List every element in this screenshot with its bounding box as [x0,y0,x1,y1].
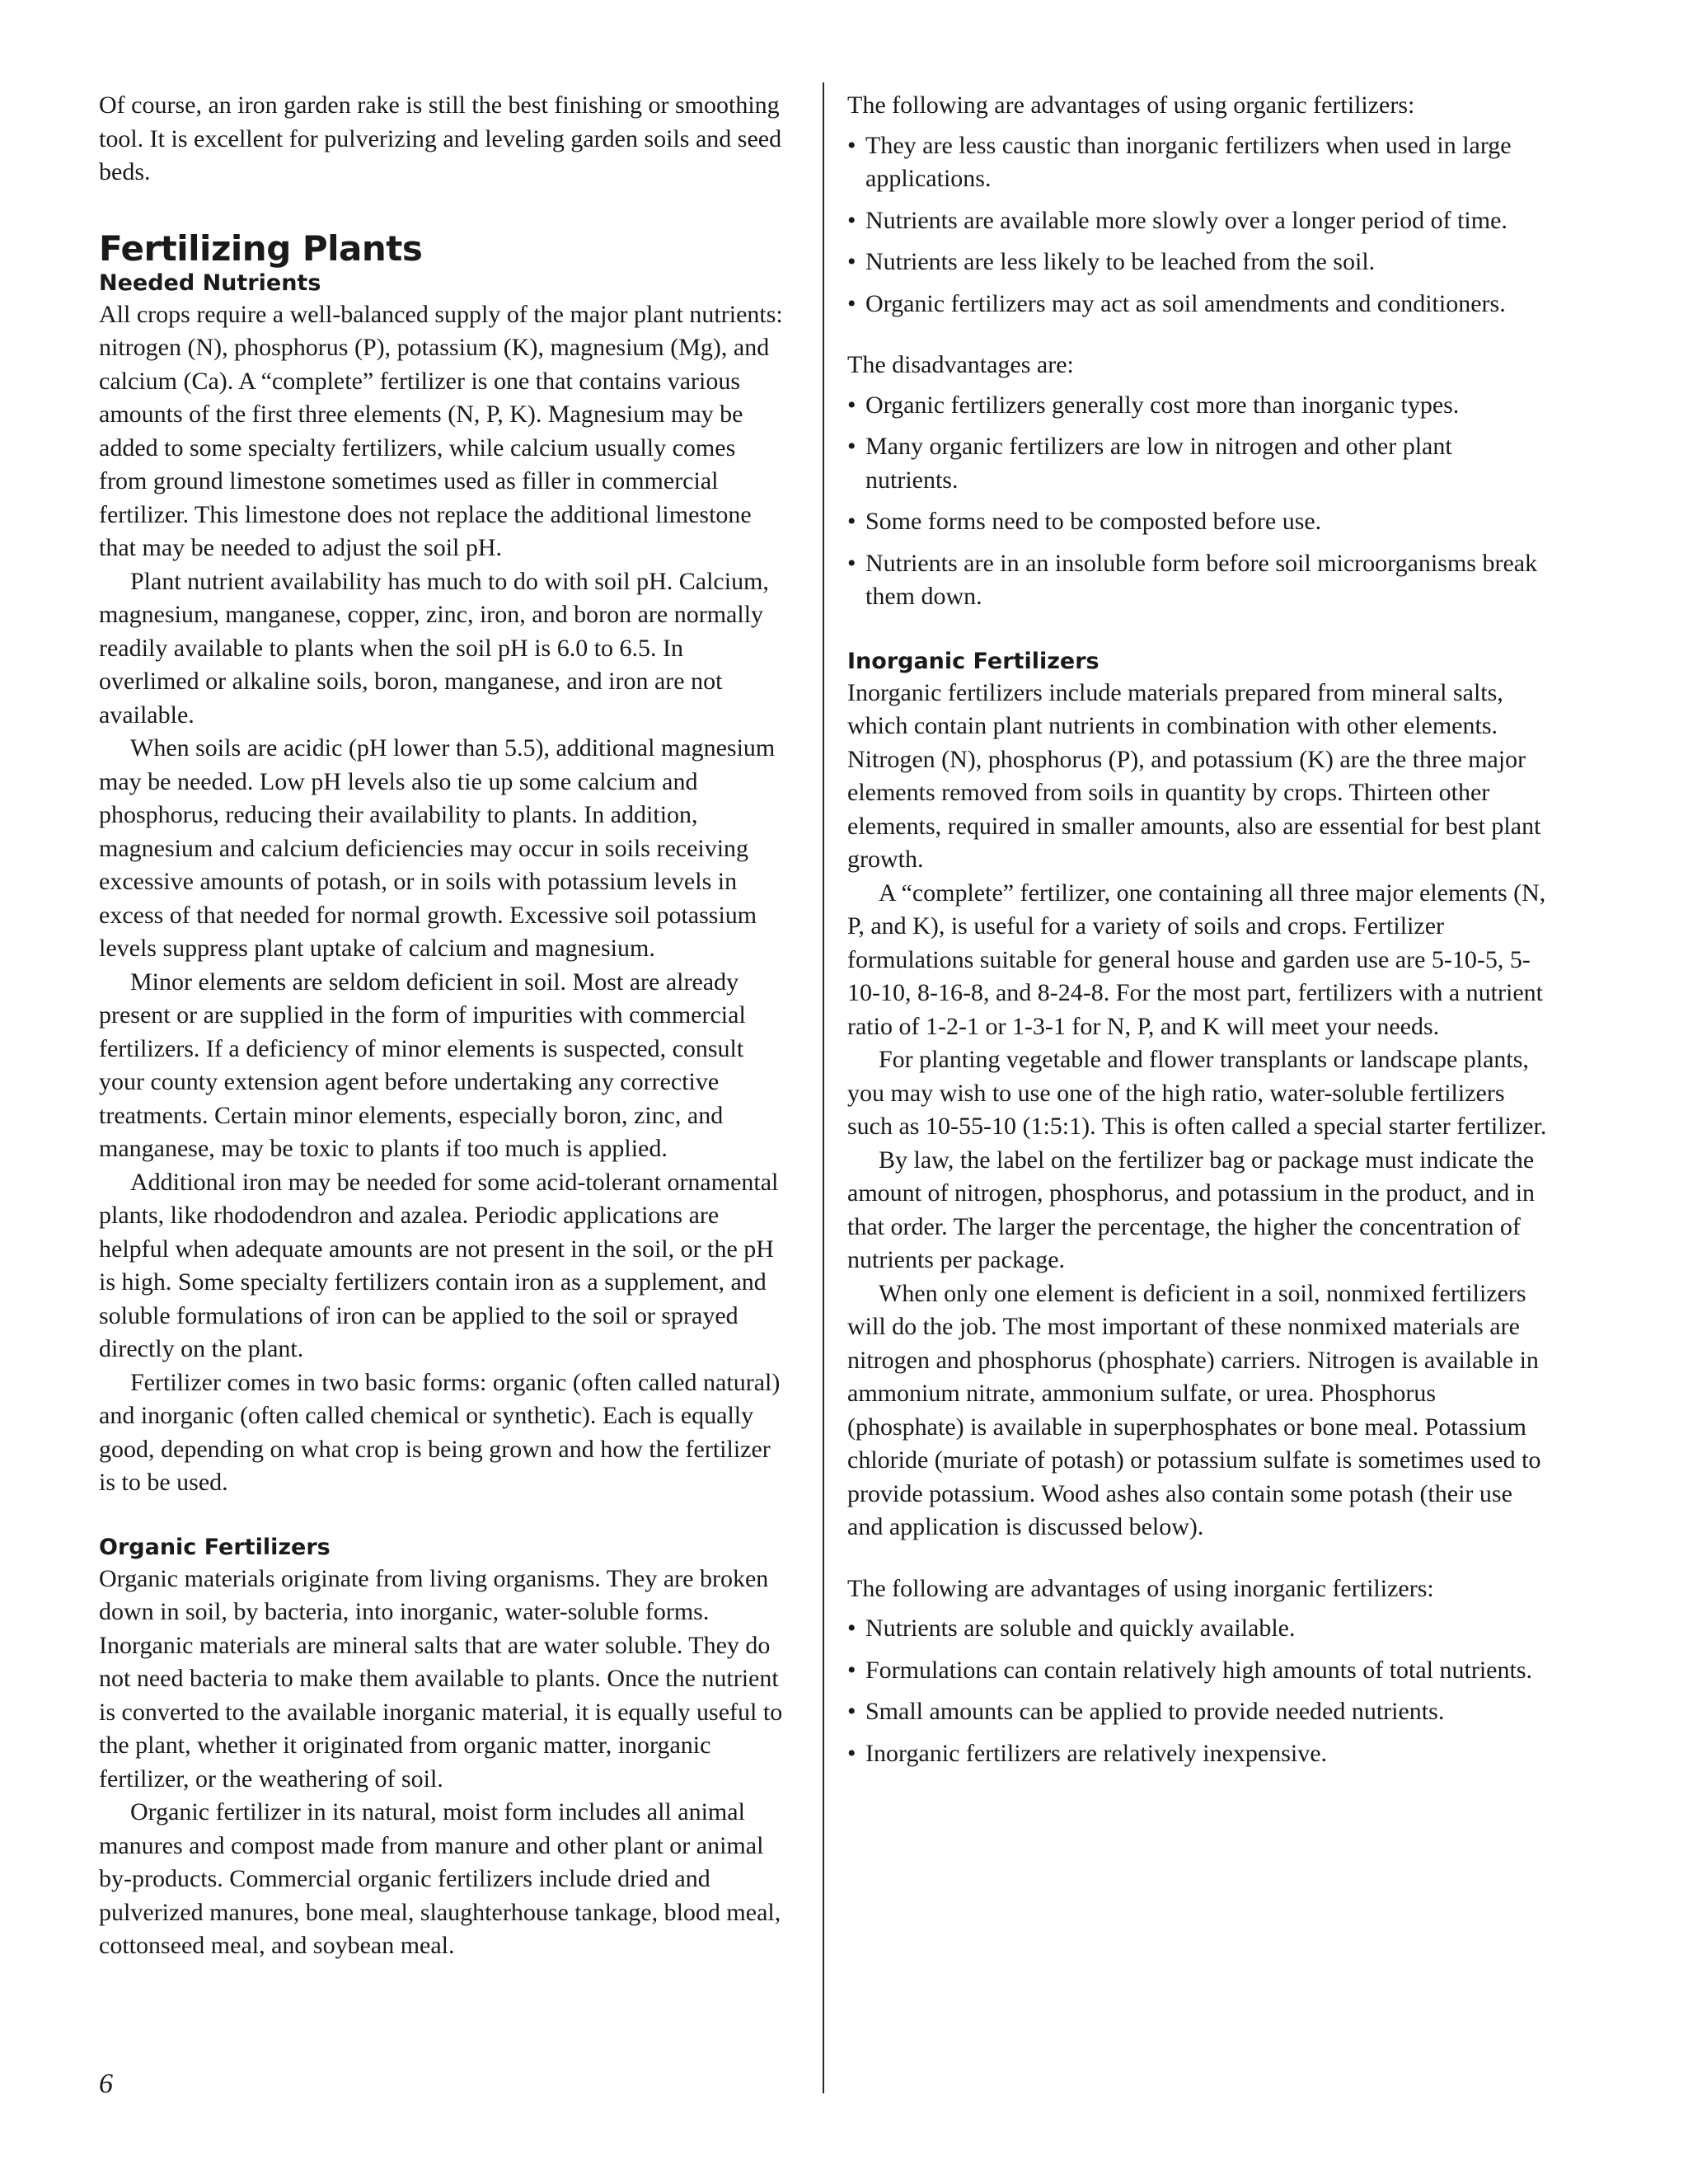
list-item-text: Nutrients are soluble and quickly available. [865,1615,1296,1642]
list-item-text: Nutrients are available more slowly over a longer period of time. [865,206,1507,234]
inorganic-advantages-list [847,1612,1548,1770]
section-title: Fertilizing Plants [99,227,423,269]
body-paragraph: When soils are acidic (pH lower than 5.5), additional magnesium may be needed. Low pH levels also tie up some calcium and phosphorus, reducing their availability to plants. In addition, magnesium and calcium deficiencies may occur in soils receiving excessive amounts of potash, or in soils with potassium levels in excess of that needed for normal growth. Excessive soil potassium levels suppress plant uptake of calcium and magnesium. [99,734,776,962]
bullet-glyph: • [847,289,856,317]
bullet-glyph: • [847,131,856,159]
bullet-glyph: • [847,1698,856,1725]
list-item-text: Nutrients are less likely to be leached from the soil. [865,248,1376,275]
organic-disadvantages-lead: The disadvantages are: [847,351,1074,378]
list-item-text: Organic fertilizers generally cost more than inorganic types. [865,391,1460,419]
right-column [847,89,1548,1779]
body-paragraph: For planting vegetable and flower transplants or landscape plants, you may wish to use one of the high ratio, water-soluble fertilizers such as 10-55-10 (1:5:1). This is often called a special starter fertilizer. [847,1046,1547,1140]
list-item [847,288,1548,321]
organic-advantages-lead: The following are advantages of using organic fertilizers: [847,91,1415,119]
body-paragraph: Organic materials originate from living organisms. They are broken down in soil, by bacteria, into inorganic, water-soluble forms. Inorganic materials are mineral salts that are water soluble. They do not need bacteria to make them available to plants. Once the nutrient is converted to the available inorganic material, it is equally useful to the plant, whether it originated from organic matter, inorganic fertilizer, or the weathering of soil. [99,1564,783,1793]
list-item [847,1654,1548,1688]
list-item-text: Formulations can contain relatively high amounts of total nutrients. [865,1656,1533,1684]
body-paragraph: Organic fertilizer in its natural, moist form includes all animal manures and compost made from manure and other plant or animal by-products. Commercial organic fertilizers include dried and pulverized manures, bone meal, slaughterhouse tankage, blood meal, cottonseed meal, and soybean meal. [99,1798,781,1959]
list-item [847,1612,1548,1646]
body-paragraph: Minor elements are seldom deficient in soil. Most are already present or are supplied in the form of impurities with commercial fertilizers. If a deficiency of minor elements is suspected, consult your county extension agent before undertaking any corrective treatments. Certain minor elements, especially boron, zinc, and manganese, may be toxic to plants if too much is applied. [99,968,746,1162]
body-paragraph: All crops require a well-balanced supply of the major plant nutrients: nitrogen (N), phosphorus (P), potassium (K), magnesium (Mg), and calcium (Ca). A “complete” fertilizer is one that contains various amounts of the first three elements (N, P, K). Magnesium may be added to some specialty fertilizers, while calcium usually comes from ground limestone sometimes used as filler in commercial fertilizer. This limestone does not replace the additional limestone that may be needed to adjust the soil pH. [99,300,783,561]
list-item [847,389,1548,423]
organic-advantages-list [847,129,1548,321]
intro-paragraph: Of course, an iron garden rake is still the best finishing or smoothing tool. It is excellent for pulverizing and leveling garden soils and seed beds. [99,91,782,185]
list-item [847,430,1548,497]
list-item-text: Many organic fertilizers are low in nitrogen and other plant nutrients. [865,433,1452,494]
list-item-text: Small amounts can be applied to provide needed nutrients. [865,1698,1445,1725]
bullet-glyph: • [847,206,856,234]
bullet-glyph: • [847,433,856,460]
list-item [847,505,1548,539]
body-paragraph: Additional iron may be needed for some acid-tolerant ornamental plants, like rhododendron and azalea. Periodic applications are helpful when adequate amounts are not present in the soil, or the pH is high. Some specialty fertilizers contain iron as a supplement, and soluble formulations of iron can be applied to the soil or sprayed directly on the plant. [99,1168,779,1362]
bullet-glyph: • [847,248,856,275]
list-item-text: Nutrients are in an insoluble form before soil microorganisms break them down. [865,549,1538,610]
body-paragraph: Plant nutrient availability has much to do with soil pH. Calcium, magnesium, manganese, copper, zinc, iron, and boron are normally readily available to plants when the soil pH is 6.0 to 6.5. In overlimed or alkaline soils, boron, manganese, and iron are not available. [99,567,769,729]
page-number: 6 [99,2069,113,2099]
body-paragraph: By law, the label on the fertilizer bag or package must indicate the amount of nitrogen, phosphorus, and potassium in the product, and in that order. The larger the percentage, the higher the concentration of nutrients per package. [847,1146,1536,1273]
list-item [847,129,1548,196]
bullet-glyph: • [847,1739,856,1767]
list-item-text: Inorganic fertilizers are relatively inexpensive. [865,1739,1328,1767]
list-item-text: They are less caustic than inorganic fertilizers when used in large applications. [865,131,1512,192]
bullet-glyph: • [847,549,856,577]
list-item [847,547,1548,614]
inorganic-advantages-lead: The following are advantages of using inorganic fertilizers: [847,1574,1434,1602]
list-item [847,1737,1548,1771]
organic-disadvantages-list [847,389,1548,614]
needed-nutrients-heading: Needed Nutrients [99,269,321,296]
left-column [99,89,787,1963]
list-item-text: Some forms need to be composted before use. [865,508,1322,535]
bullet-glyph: • [847,508,856,535]
inorganic-fertilizers-heading: Inorganic Fertilizers [847,648,1100,674]
bullet-glyph: • [847,1656,856,1684]
bullet-glyph: • [847,1615,856,1642]
body-paragraph: Fertilizer comes in two basic forms: organic (often called natural) and inorganic (often called chemical or synthetic). Each is equally good, depending on what crop is being grown and how the fertilizer is to be used. [99,1368,781,1496]
list-item [847,204,1548,238]
bullet-glyph: • [847,391,856,419]
list-item [847,246,1548,279]
list-item [847,1695,1548,1729]
body-paragraph: A “complete” fertilizer, one containing all three major elements (N, P, and K), is useful for a variety of soils and crops. Fertilizer formulations suitable for general house and garden use are 5-10-5, 5-10-10, 8-16-8, and 8-24-8. For the most part, fertilizers with a nutrient ratio of 1-2-1 or 1-3-1 for N, P, and K will meet your needs. [847,879,1546,1040]
body-paragraph: Inorganic fertilizers include materials prepared from mineral salts, which contain plant nutrients in combination with other elements. Nitrogen (N), phosphorus (P), and potassium (K) are the three major elements removed from soils in quantity by crops. Thirteen other elements, required in smaller amounts, also are essential for best plant growth. [847,678,1541,873]
body-paragraph: When only one element is deficient in a soil, nonmixed fertilizers will do the job. The most important of these nonmixed materials are nitrogen and phosphorus (phosphate) carriers. Nitrogen is available in ammonium nitrate, ammonium sulfate, or urea. Phosphorus (phosphate) is available in superphosphates or bone meal. Potassium chloride (muriate of potash) or potassium sulfate is sometimes used to provide potassium. Wood ashes also contain some potash (their use and application is discussed below). [847,1279,1541,1540]
organic-fertilizers-heading: Organic Fertilizers [99,1534,331,1560]
column-divider [823,82,824,2093]
list-item-text: Organic fertilizers may act as soil amendments and conditioners. [865,289,1506,317]
